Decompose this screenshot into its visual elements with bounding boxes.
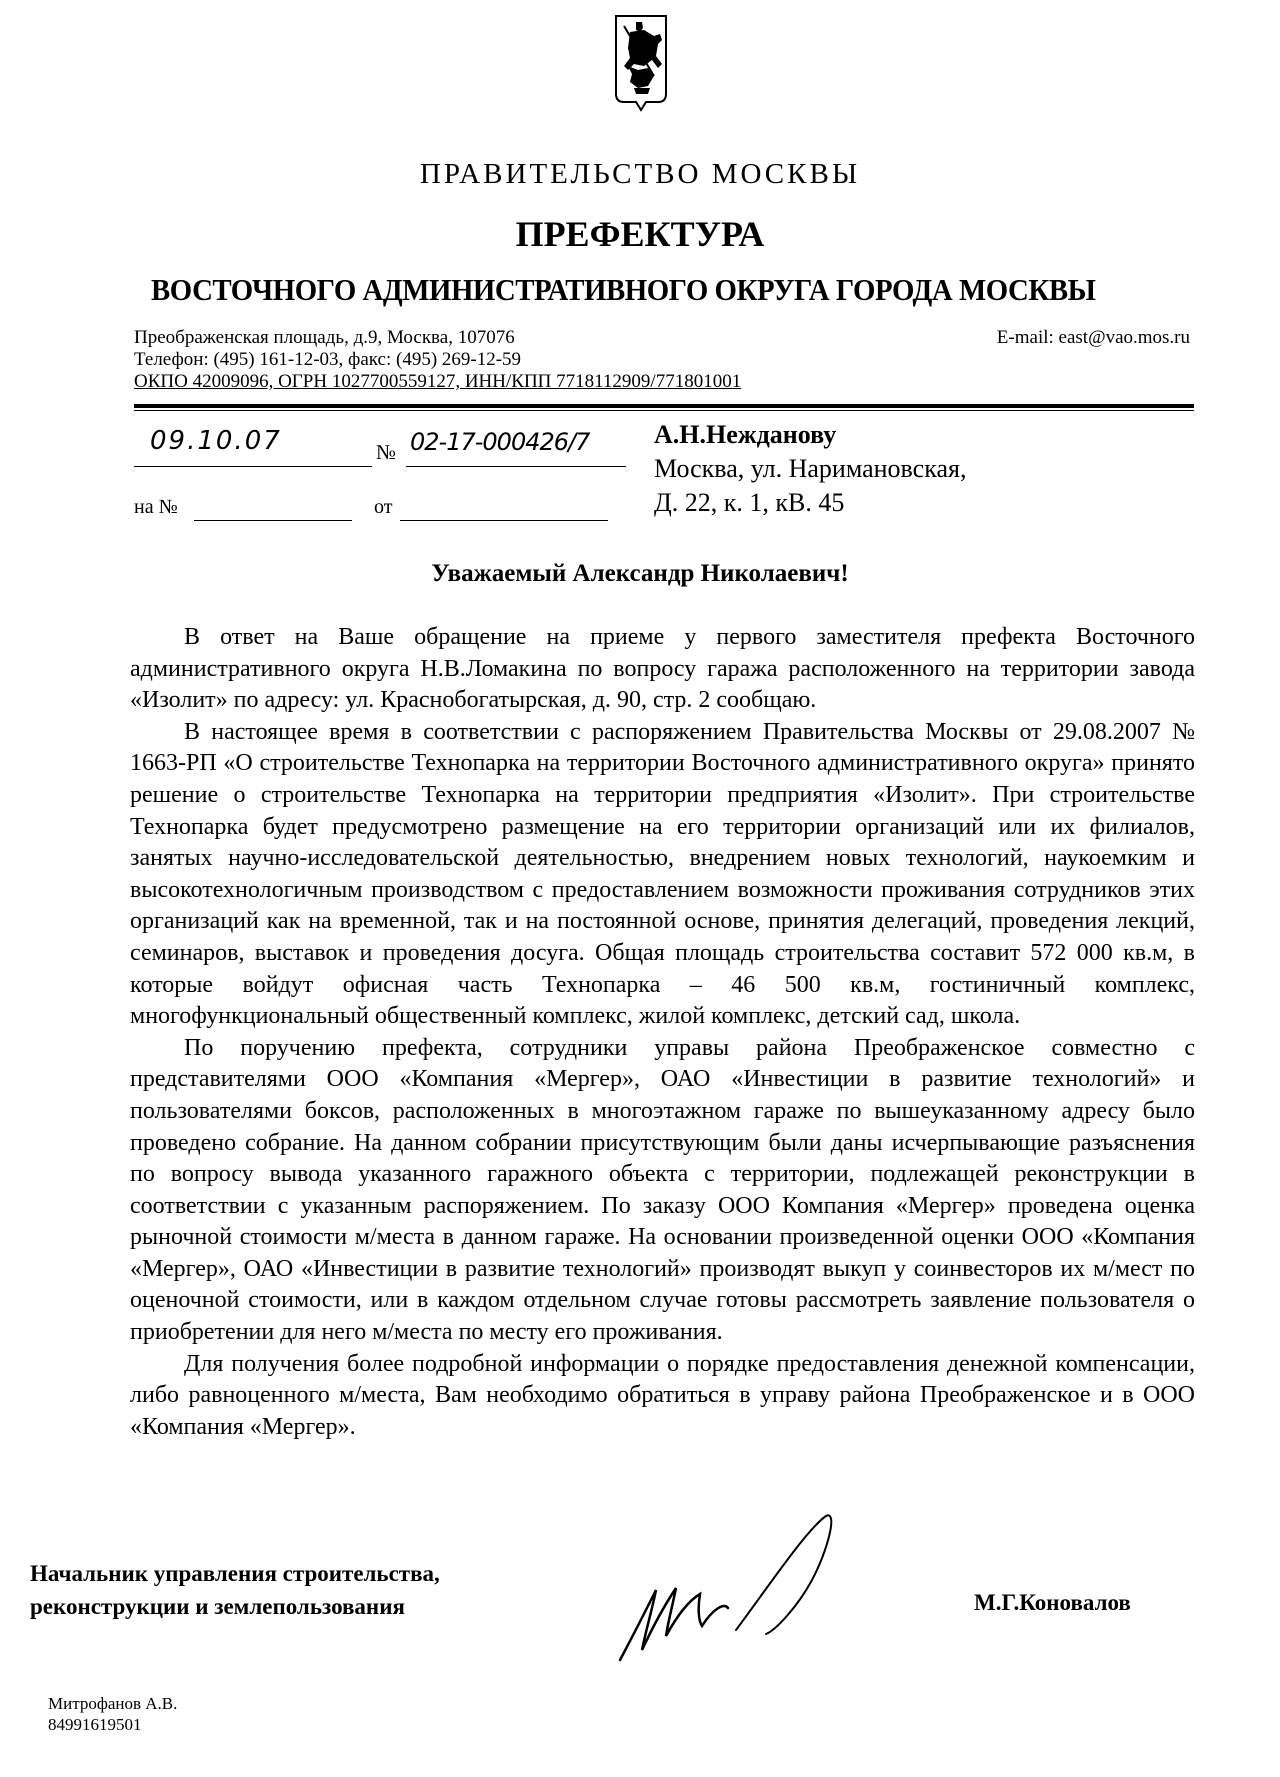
salutation: Уважаемый Александр Николаевич! xyxy=(431,560,849,587)
addressee-block xyxy=(654,418,966,520)
letter-number: 02-17-000426/7 xyxy=(410,428,590,456)
signatory-title xyxy=(30,1557,440,1623)
date-underline xyxy=(134,466,372,467)
letterhead-divider-thick xyxy=(134,404,1194,408)
registry-codes: ОКПО 42009096, ОГРН 1027700559127, ИНН/КПП 7718112909/771801001 xyxy=(134,371,742,392)
contact-block xyxy=(134,327,741,393)
reply-number-label: на № xyxy=(134,496,178,518)
executor-name: Митрофанов А.В. xyxy=(48,1694,178,1713)
letterhead-divider-thin xyxy=(134,410,1194,411)
incoming-reference xyxy=(134,496,664,526)
letter-body xyxy=(130,622,1195,1443)
prefecture-title: ПРЕФЕКТУРА xyxy=(515,214,765,254)
letter-date: 09.10.07 xyxy=(150,426,282,456)
reply-date-blank xyxy=(400,520,608,521)
phone-fax: Телефон: (495) 161-12-03, факс: (495) 269-12-59 xyxy=(134,349,522,370)
paragraph: По поручению префекта, сотрудники управы района Преображенское совместно с представителями ООО «Компания «Мергер», ОАО «Инвестиции в развитие технологий» и пользователями боксов, расположенных в многоэтажном гараже по вышеуказанному адресу было проведено собрание. На данном собрании присутствующим были даны исчерпывающие разъяснения по вопросу вывода указанного гаражного объекта с территории, подлежащей реконструкции в соответствии с указанным распоряжением. По заказу ООО Компания «Мергер» проведена оценка рыночной стоимости м/места в данном гараже. На основании произведенной оценки ООО «Компания «Мергер», ОАО «Инвестиции в развитие технологий» производят выкуп у соинвесторов их м/мест по оценочной стоимости, или в каждом отдельном случае готовы рассмотреть заявление пользователя о приобретении для него м/места по месту его проживания. xyxy=(130,1034,1195,1346)
number-label: № xyxy=(376,440,397,464)
addressee-name: А.Н.Нежданову xyxy=(654,420,837,449)
executor-phone: 84991619501 xyxy=(48,1715,142,1734)
government-title: ПРАВИТЕЛЬСТВО МОСКВЫ xyxy=(419,158,861,190)
paragraph: В ответ на Ваше обращение на приеме у первого заместителя префекта Восточного административного округа Н.В.Ломакина по вопросу гаража расположенного на территории завода «Изолит» по адресу: ул. Краснобогатырская, д. 90, стр. 2 сообщаю. xyxy=(130,624,1195,714)
district-title: ВОСТОЧНОГО АДМИНИСТРАТИВНОГО ОКРУГА ГОРОДА МОСКВЫ xyxy=(150,272,1096,307)
signatory-title-line1: Начальник управления строительства, xyxy=(30,1561,440,1586)
office-address: Преображенская площадь, д.9, Москва, 107076 xyxy=(134,327,515,348)
addressee-address-line1: Москва, ул. Наримановская, xyxy=(654,454,967,483)
number-underline xyxy=(406,466,626,467)
coat-of-arms-emblem xyxy=(614,14,668,112)
handwritten-signature xyxy=(616,1510,856,1665)
executor-block xyxy=(48,1693,177,1735)
paragraph: В настоящее время в соответствии с распоряжением Правительства Москвы от 29.08.2007 № 1663-РП «О строительстве Технопарка на территории Восточного административного округа» принято решение о строительстве Технопарка на территории предприятия «Изолит». При строительстве Технопарка будет предусмотрено размещение на его территории организаций или их филиалов, занятых научно-исследовательской деятельностью, внедрением новых технологий, наукоемким и высокотехнологичным производством с предоставлением возможности проживания сотрудников этих организаций как на временной, так и на постоянной основе, принятия делегаций, проведения лекций, семинаров, выставок и проведения досуга. Общая площадь строительства составит 572 000 кв.м, в которые войдут офисная часть Технопарка – 46 500 кв.м, гостиничный комплекс, многофункциональный общественный комплекс, жилой комплекс, детский сад, школа. xyxy=(130,718,1195,1030)
signatory-name: М.Г.Коновалов xyxy=(974,1590,1131,1615)
email-address: E-mail: east@vao.mos.ru xyxy=(996,327,1190,348)
paragraph: Для получения более подробной информации о порядке предоставления денежной компенсации, либо равноценного м/места, Вам необходимо обратиться в управу района Преображенское и в ООО «Компания «Мергер». xyxy=(130,1350,1195,1440)
addressee-address-line2: Д. 22, к. 1, кВ. 45 xyxy=(654,488,845,517)
signatory-title-line2: реконструкции и землепользования xyxy=(30,1594,405,1619)
reply-from-label: от xyxy=(374,496,393,518)
outgoing-reference xyxy=(134,426,664,470)
reply-number-blank xyxy=(194,520,352,521)
